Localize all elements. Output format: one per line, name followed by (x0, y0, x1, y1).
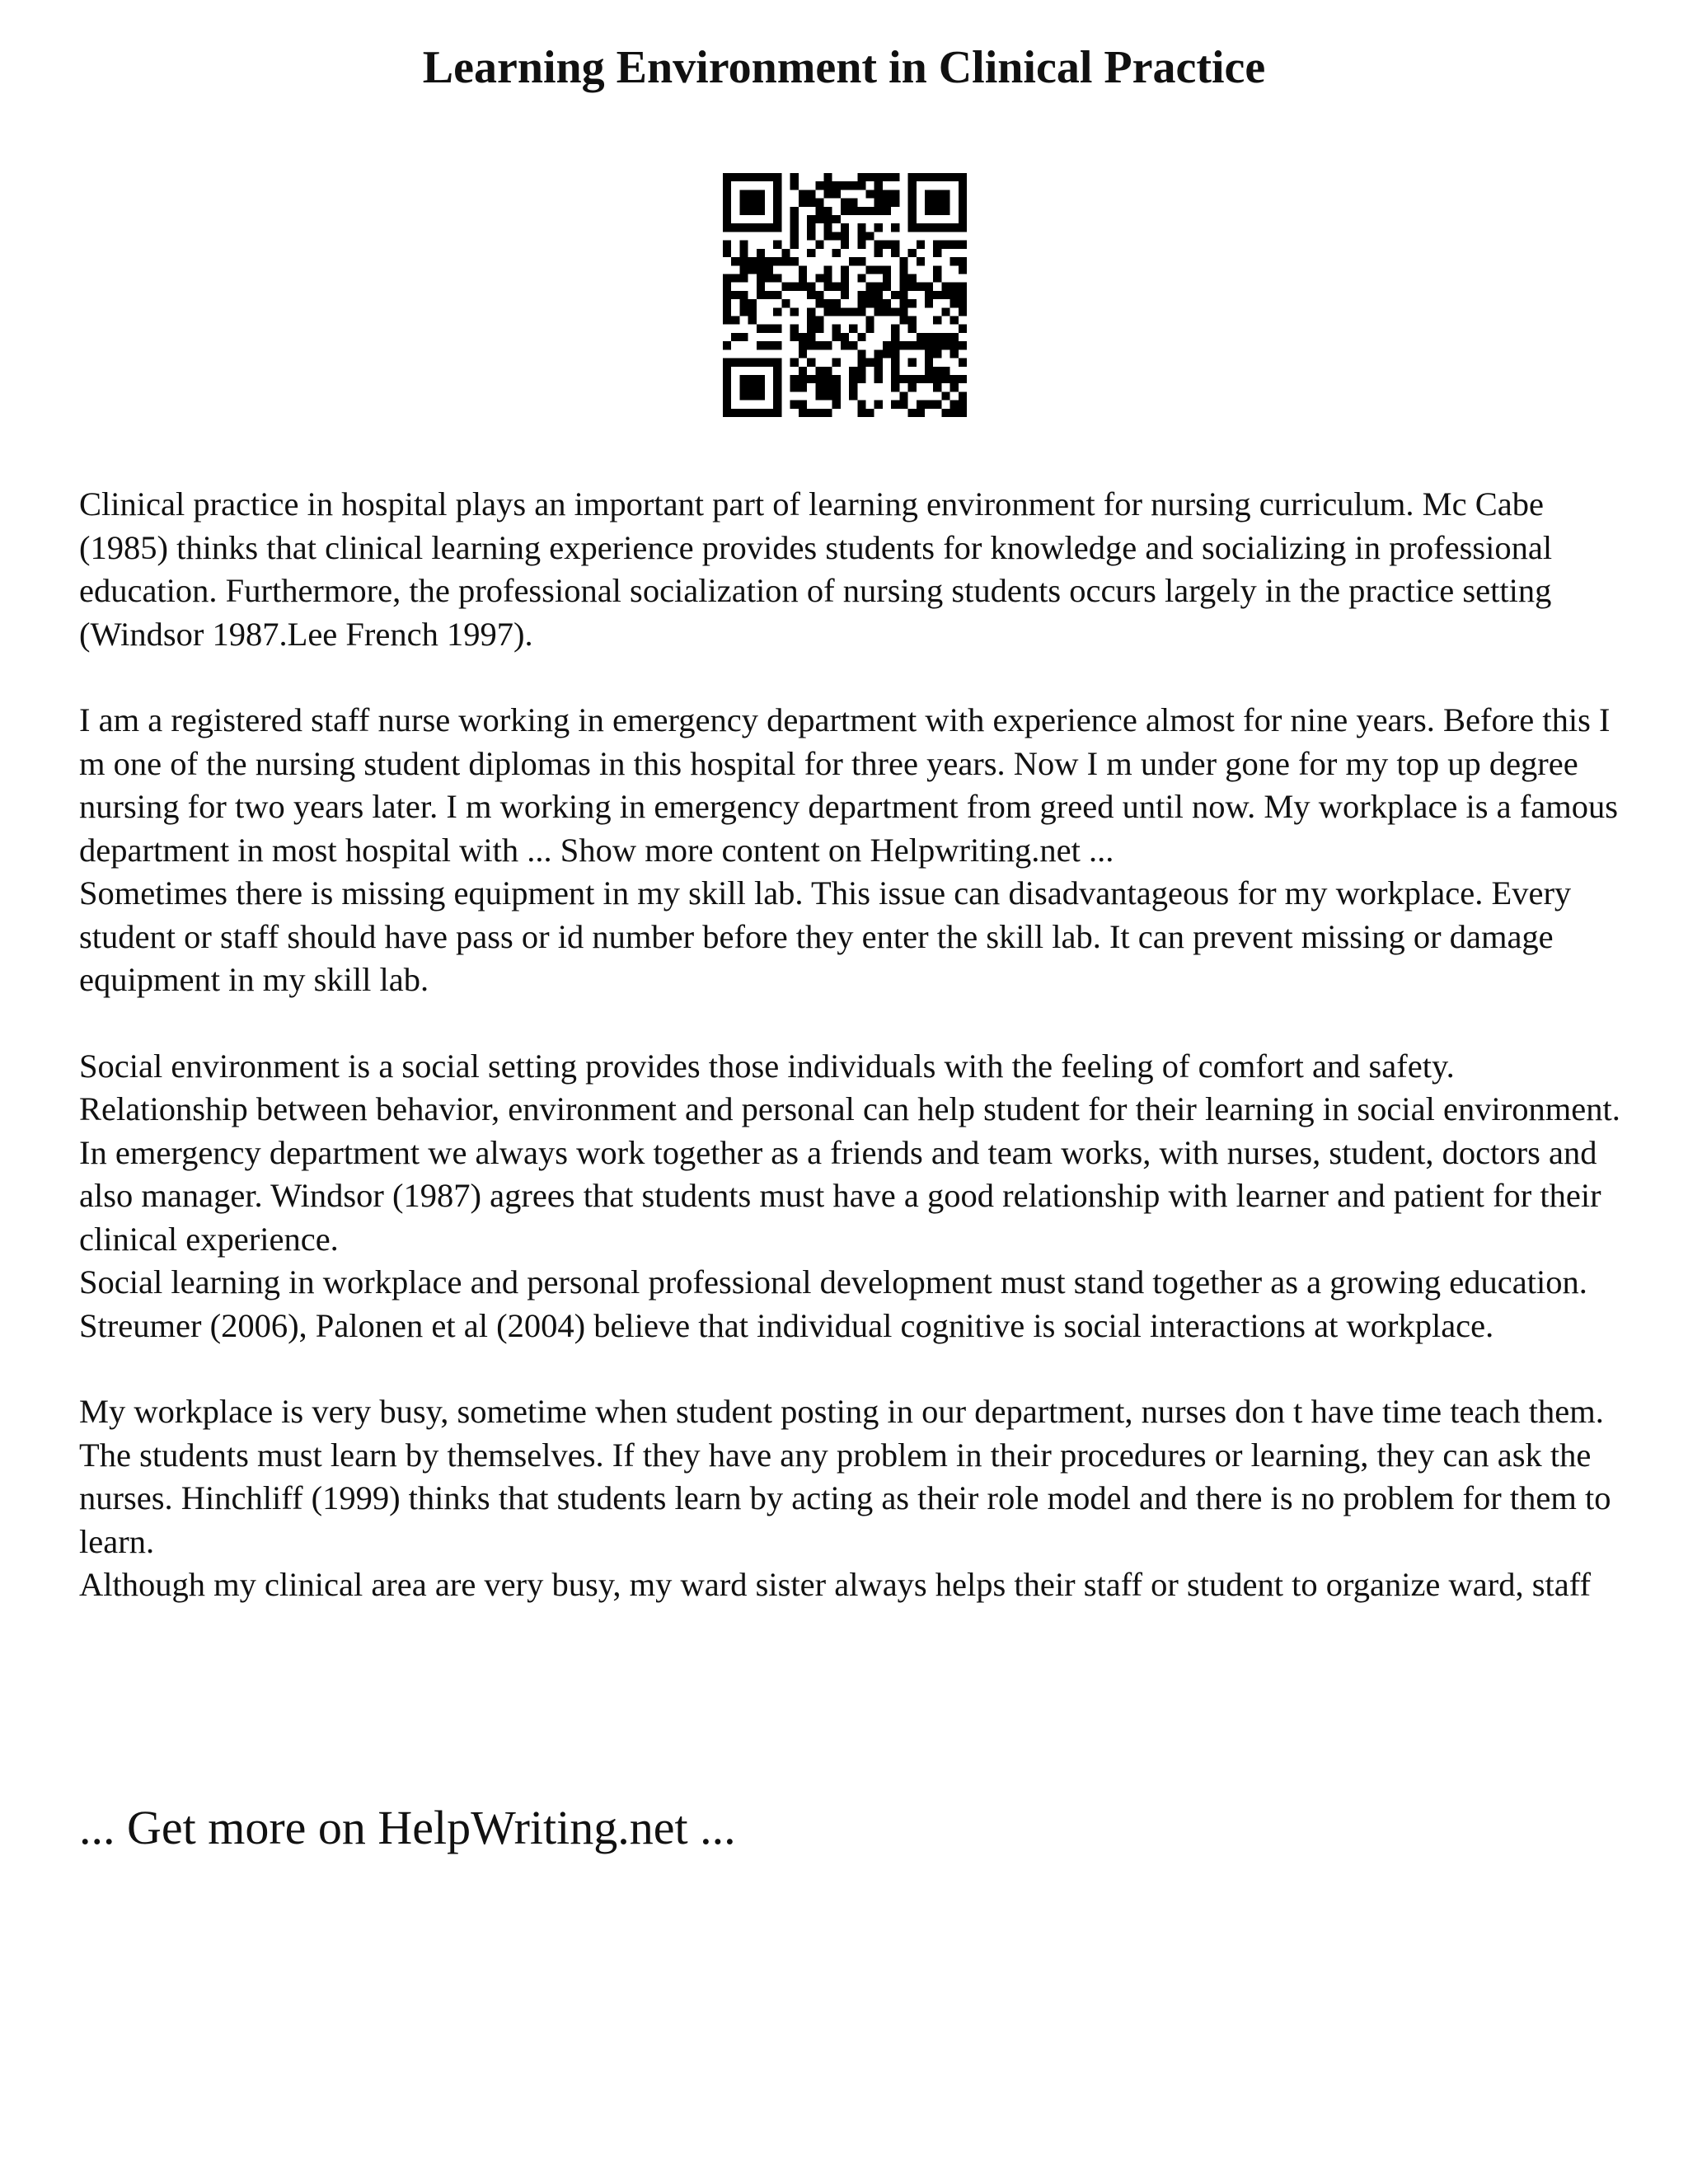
paragraph-gap (79, 1002, 1629, 1045)
document-body (79, 483, 1629, 1607)
paragraph: Sometimes there is missing equipment in my skill lab. This issue can disadvantageous for my workplace. Every student or staff should have pass or id number before they enter the skill lab. It can prevent missing or damage equipment in my skill lab. (79, 874, 1572, 998)
paragraph-gap (79, 1347, 1629, 1390)
paragraph: I am a registered staff nurse working in emergency department with experience almost for nine years. Before this I m one of the nursing student diplomas in this hospital for three years. Now I m under gone for my top up degree nursing for two years later. I m working in emergency department from greed until now. My workplace is a famous department in most hospital with ... Show more content on Helpwriting.net ... (79, 701, 1618, 869)
paragraph-gap (79, 656, 1629, 699)
paragraph: Social environment is a social setting provides those individuals with the feeling of comfort and safety. Relationship between behavior, environment and personal can help student for their learning in social environment. In emergency department we always work together as a friends and team works, with nurses, student, doctors and also manager. Windsor (1987) agrees that students must have a good relationship with learner and patient for their clinical experience. (79, 1047, 1620, 1258)
paragraph: My workplace is very busy, sometime when student posting in our department, nurses don t have time teach them. The students must learn by themselves. If they have any problem in their procedures or learning, they can ask the nurses. Hinchliff (1999) thinks that students learn by acting as their role model and there is no problem for them to learn. (79, 1393, 1611, 1560)
get-more-link[interactable]: ... Get more on HelpWriting.net ... (79, 1801, 736, 1854)
paragraph: Although my clinical area are very busy, my ward sister always helps their staff or student to organize ward, staff (79, 1566, 1591, 1603)
qr-code-icon (723, 173, 967, 417)
paragraph: Clinical practice in hospital plays an important part of learning environment for nursing curriculum. Mc Cabe (1985) thinks that clinical learning experience provides students for knowledge and socializing in professional education. Furthermore, the professional socialization of nursing students occurs largely in the practice setting (Windsor 1987.Lee French 1997). (79, 485, 1553, 653)
document-title: Learning Environment in Clinical Practice (422, 42, 1266, 93)
paragraph: Social learning in workplace and personal professional development must stand together as a growing education. Streumer (2006), Palonen et al (2004) believe that individual cognitive is social interactions at workplace. (79, 1263, 1587, 1344)
